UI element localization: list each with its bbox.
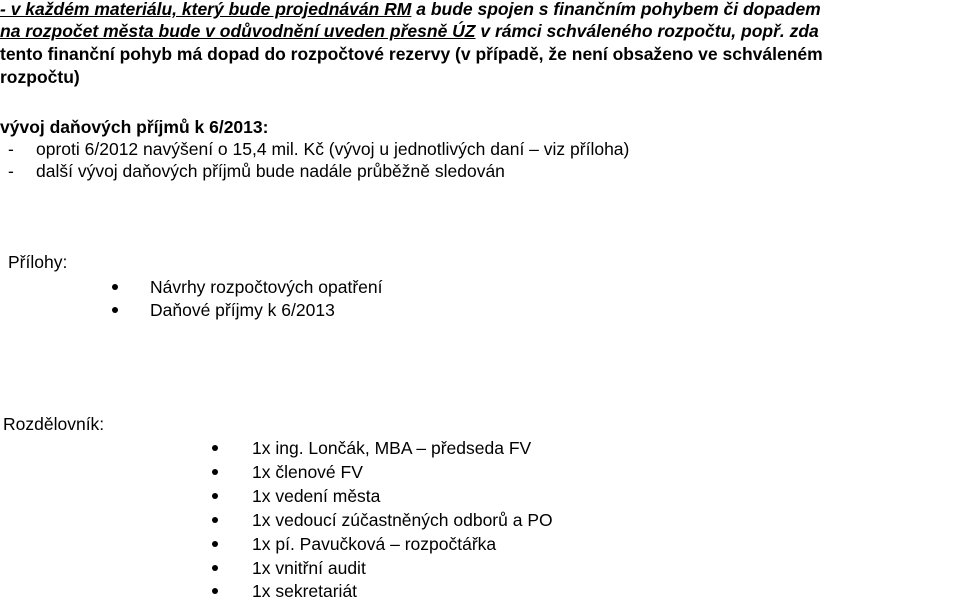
tax-item-text: oproti 6/2012 navýšení o 15,4 mil. Kč (vývoj u jednotlivých daní – viz příloha) (36, 139, 630, 159)
distribution-item-text: 1x vedoucí zúčastněných odborů a PO (252, 510, 553, 530)
bullet-icon (212, 517, 218, 523)
distribution-item-text: 1x členové FV (252, 462, 363, 482)
intro-line-1-underlined: - v každém materiálu, který bude projednáván RM (0, 0, 412, 19)
tax-item-dash: - (8, 161, 14, 181)
distribution-item-text: 1x ing. Lončák, MBA – předseda FV (252, 438, 532, 458)
tax-item-dash: - (8, 139, 14, 159)
intro-line-4: rozpočtu) (0, 67, 80, 87)
tax-item-text: další vývoj daňových příjmů bude nadále průběžně sledován (36, 161, 505, 181)
bullet-icon (212, 588, 218, 594)
attachment-item-text: Návrhy rozpočtových opatření (150, 277, 383, 297)
bullet-icon (212, 541, 218, 547)
intro-line-1-rest: a bude spojen s finančním pohybem či dopadem (411, 0, 821, 19)
attachment-item-text: Daňové příjmy k 6/2013 (150, 300, 335, 320)
intro-line-2-rest: v rámci schváleného rozpočtu, popř. zda (475, 21, 819, 41)
bullet-icon (112, 284, 118, 290)
tax-heading: vývoj daňových příjmů k 6/2013: (0, 117, 269, 137)
bullet-icon (212, 565, 218, 571)
distribution-item-text: 1x vnitřní audit (252, 558, 366, 578)
distribution-item-text: 1x sekretariát (252, 581, 358, 601)
distribution-label: Rozdělovník: (3, 414, 105, 434)
intro-line-1 (0, 0, 821, 20)
intro-line-2 (0, 20, 819, 42)
intro-line-3: tento finanční pohyb má dopad do rozpočtové rezervy (v případě, že není obsaženo ve schváleném (0, 44, 823, 64)
bullet-icon (112, 307, 118, 313)
bullet-icon (212, 469, 218, 475)
distribution-item-text: 1x vedení města (252, 486, 381, 506)
intro-line-2-underlined: na rozpočet města bude v odůvodnění uveden přesně ÚZ (0, 21, 476, 41)
bullet-icon (212, 493, 218, 499)
distribution-item-text: 1x pí. Pavučková – rozpočtářka (252, 534, 497, 554)
bullet-icon (212, 445, 218, 451)
attachments-label: Přílohy: (8, 252, 68, 272)
